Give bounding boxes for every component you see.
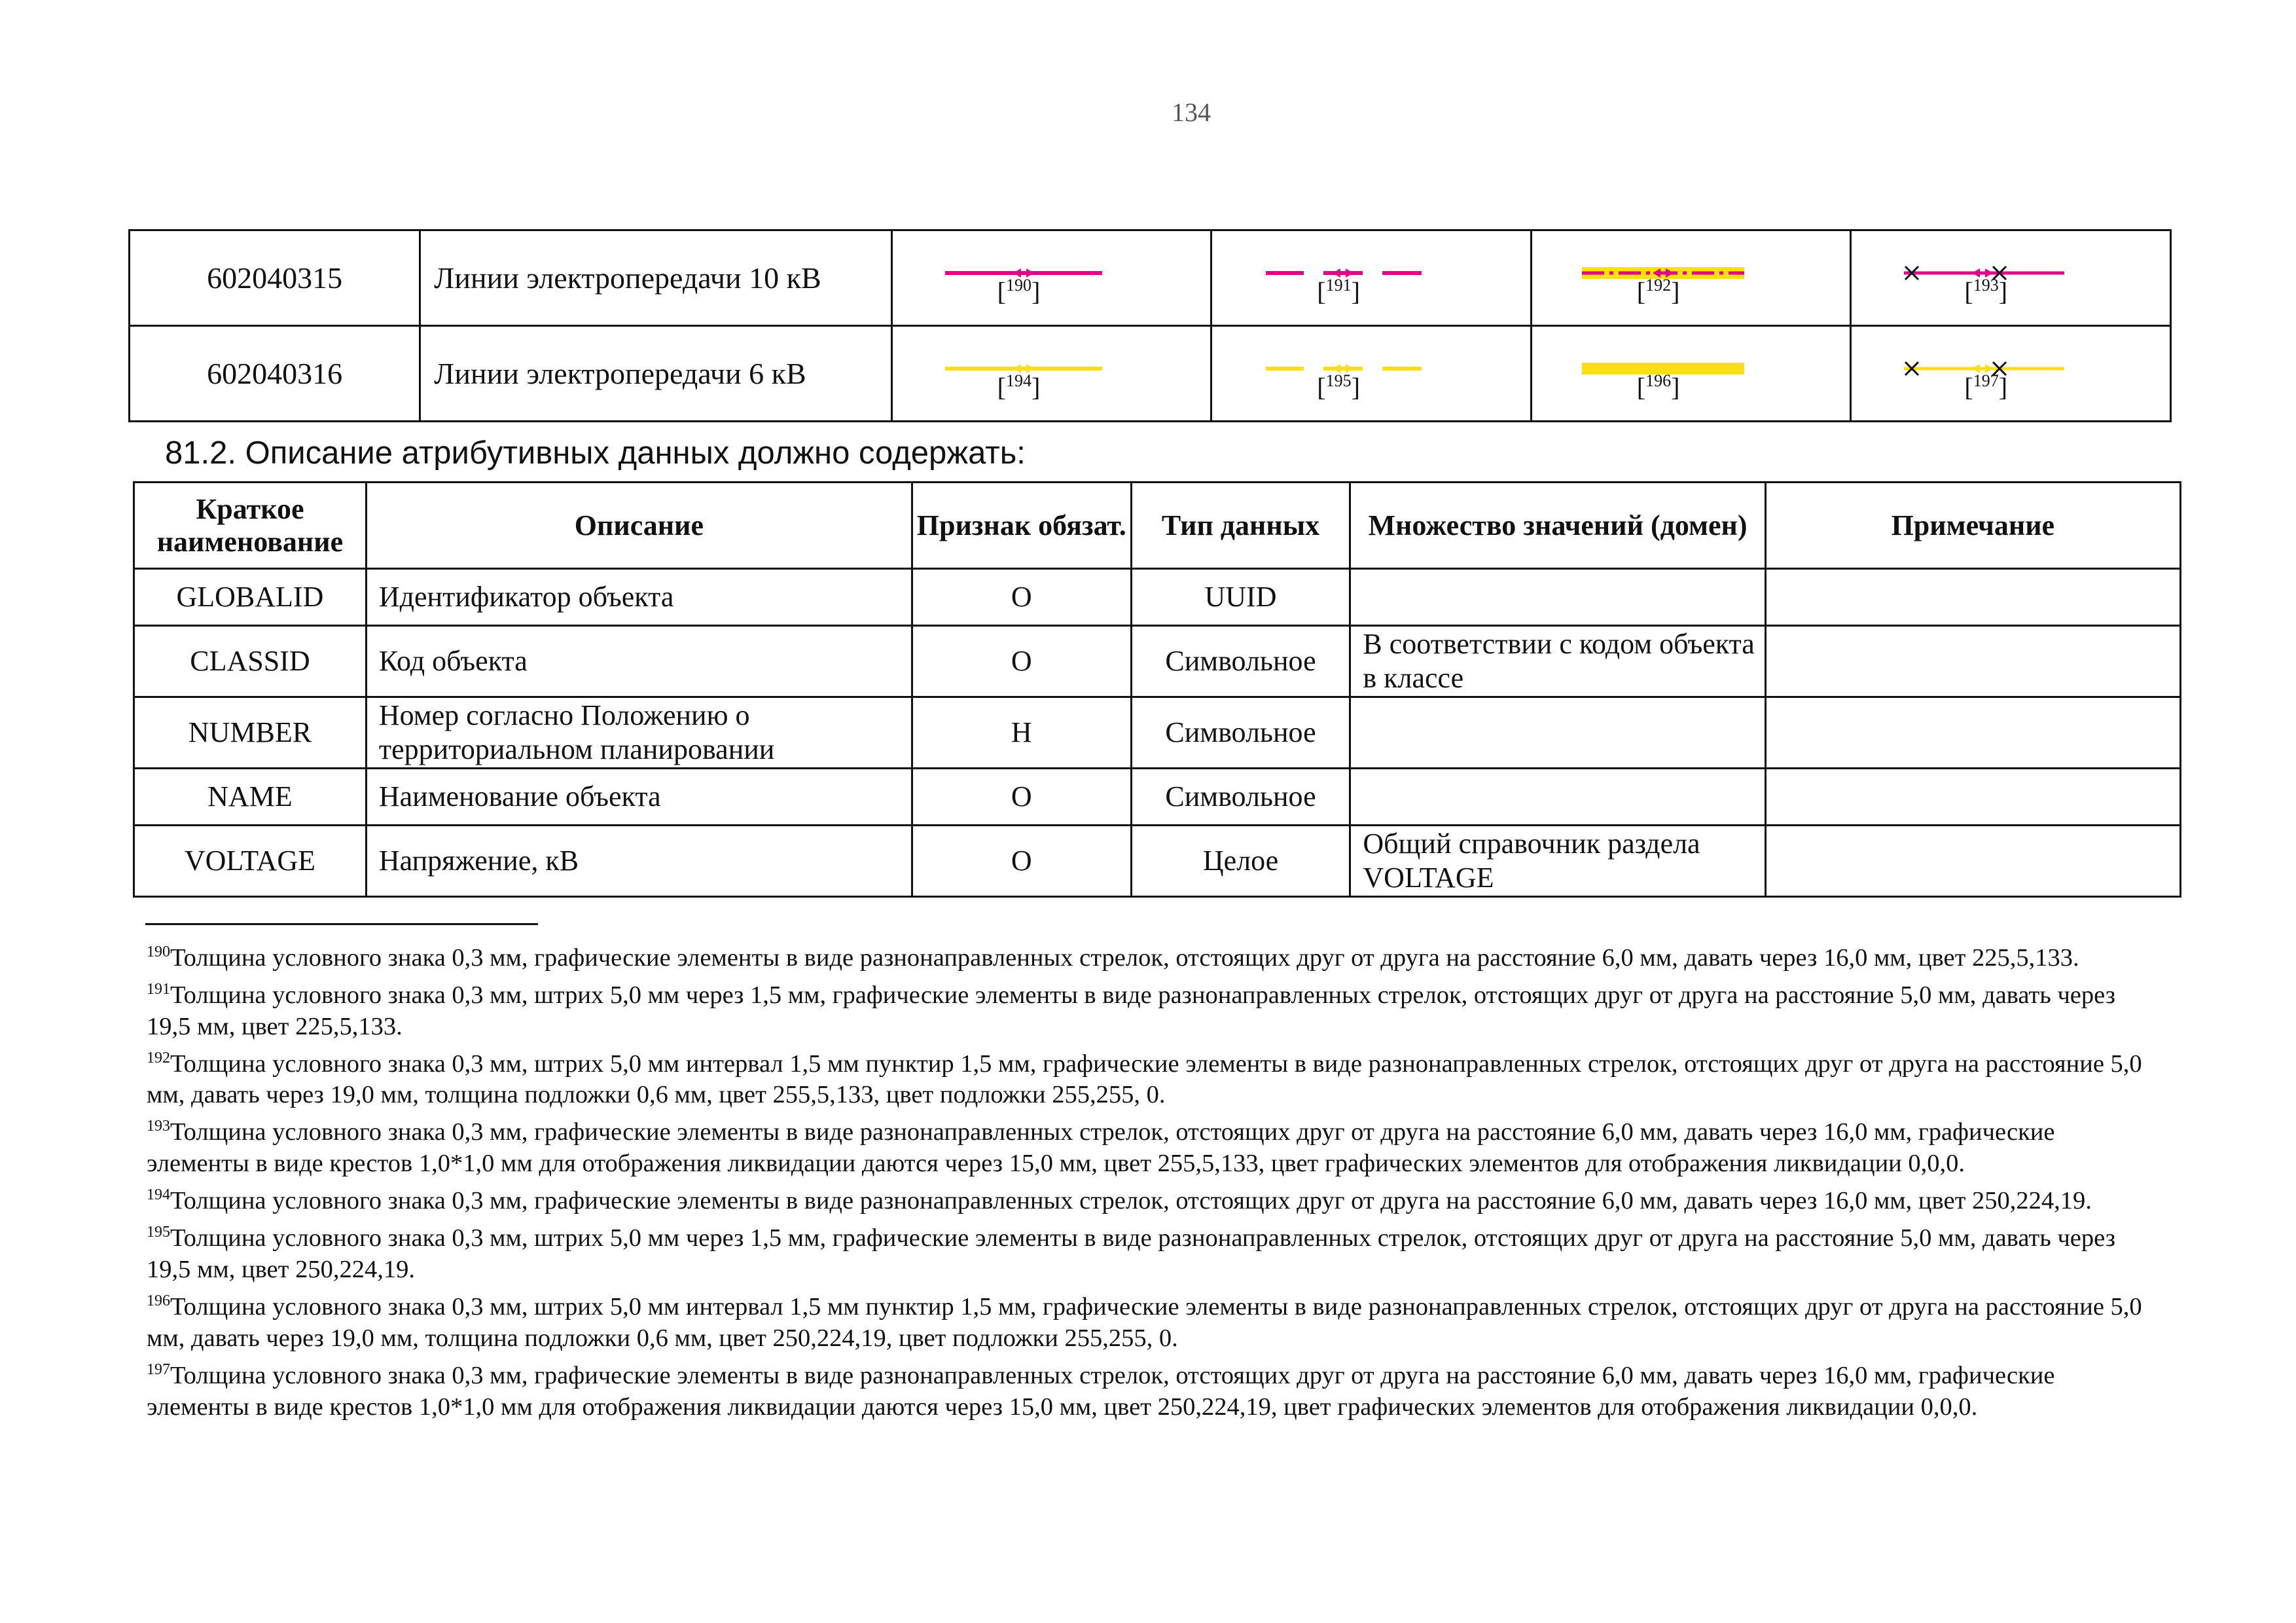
symbol-cell xyxy=(1531,230,1851,326)
table-row xyxy=(134,826,2181,897)
footnote-reference-number: 195 xyxy=(1325,371,1352,390)
footnote-number: 192 xyxy=(147,1049,170,1067)
attribute-mandatory-flag: Н xyxy=(912,697,1131,769)
footnote-text: Толщина условного знака 0,3 мм, графические элементы в виде разнонаправленных стрелок, отстоящих друг от друга на расстояние 6,0 мм, давать через 16,0 мм, цвет 250,224,19. xyxy=(170,1187,2092,1215)
footnote-text: Толщина условного знака 0,3 мм, штрих 5,0 мм через 1,5 мм, графические элементы в виде разнонаправленных стрелок, отстоящих друг от друга на расстояние 5,0 мм, давать через 19,5 мм, цвет 250,224,19. xyxy=(147,1224,2115,1283)
footnote xyxy=(147,1179,2162,1216)
attribute-note xyxy=(1765,569,2180,626)
footnote-reference-number: 196 xyxy=(1645,371,1672,390)
footnote-number: 195 xyxy=(147,1224,170,1241)
attribute-short-name: GLOBALID xyxy=(134,569,367,626)
footnote-number: 193 xyxy=(147,1118,170,1135)
footnote xyxy=(147,1110,2162,1179)
attribute-domain xyxy=(1350,769,1765,826)
attribute-data-type: Целое xyxy=(1131,826,1350,897)
attribute-note xyxy=(1765,769,2180,826)
symbol-cell xyxy=(1531,326,1851,422)
attribute-short-name: VOLTAGE xyxy=(134,826,367,897)
attribute-note xyxy=(1765,826,2180,897)
symbol-cell xyxy=(891,326,1211,422)
footnote-reference-number: 197 xyxy=(1973,371,1999,390)
symbols-table xyxy=(128,229,2172,422)
attributes-header-row xyxy=(134,483,2181,569)
attribute-data-type: Символьное xyxy=(1131,697,1350,769)
footnote-divider xyxy=(145,923,538,925)
attribute-data-type: Символьное xyxy=(1131,769,1350,826)
table-row xyxy=(134,769,2181,826)
symbol-row xyxy=(130,326,2171,422)
footnote-number: 194 xyxy=(147,1186,170,1204)
attribute-description: Наименование объекта xyxy=(366,769,912,826)
header-data-type: Тип данных xyxy=(1131,483,1350,569)
attribute-short-name: NUMBER xyxy=(134,697,367,769)
footnotes xyxy=(147,936,2162,1423)
footnote-reference[interactable]: [$^{191}$] xyxy=(1317,275,1360,306)
attribute-description: Идентификатор объекта xyxy=(366,569,912,626)
symbol-cell xyxy=(1851,326,2171,422)
attribute-description: Напряжение, кВ xyxy=(366,826,912,897)
footnote-reference-number: 194 xyxy=(1006,371,1031,390)
attribute-domain: Общий справочник раздела VOLTAGE xyxy=(1350,826,1765,897)
table-row xyxy=(134,569,2181,626)
attribute-data-type: UUID xyxy=(1131,569,1350,626)
symbol-row xyxy=(130,230,2171,326)
footnote-reference[interactable]: [$^{195}$] xyxy=(1317,371,1360,401)
attribute-mandatory-flag: О xyxy=(912,826,1131,897)
footnote-reference[interactable]: [$^{192}$] xyxy=(1636,275,1680,306)
footnote xyxy=(147,1285,2162,1354)
header-short-name: Краткое наименование xyxy=(134,483,367,569)
attributes-table xyxy=(133,481,2181,898)
footnote-text: Толщина условного знака 0,3 мм, графические элементы в виде разнонаправленных стрелок, отстоящих друг от друга на расстояние 6,0 мм, давать через 16,0 мм, графические элементы в виде крестов 1,0*1,0 мм для отображения ликвидации даются через 15,0 мм, цвет 250,224,19, цвет графических элементов для отображения ликвидации 0,0,0. xyxy=(147,1361,2055,1421)
footnote-reference[interactable]: [$^{196}$] xyxy=(1636,371,1680,401)
footnote-number: 197 xyxy=(147,1360,170,1378)
footnote xyxy=(147,974,2162,1042)
footnote-text: Толщина условного знака 0,3 мм, графические элементы в виде разнонаправленных стрелок, отстоящих друг от друга на расстояние 6,0 мм, давать через 16,0 мм, графические элементы в виде крестов 1,0*1,0 мм для отображения ликвидации даются через 15,0 мм, цвет 255,5,133, цвет графических элементов для отображения ликвидации 0,0,0. xyxy=(147,1118,2055,1178)
footnote-reference[interactable]: [$^{190}$] xyxy=(997,275,1041,306)
page-number: 134 xyxy=(1172,98,1211,127)
header-domain: Множество значений (домен) xyxy=(1350,483,1765,569)
attribute-description: Код объекта xyxy=(366,626,912,697)
object-name: Линии электропередачи 6 кВ xyxy=(420,326,892,422)
footnote-text: Толщина условного знака 0,3 мм, графические элементы в виде разнонаправленных стрелок, отстоящих друг от друга на расстояние 6,0 мм, давать через 16,0 мм, цвет 225,5,133. xyxy=(170,943,2079,972)
footnote xyxy=(147,936,2162,974)
footnote-text: Толщина условного знака 0,3 мм, штрих 5,0 мм интервал 1,5 мм пунктир 1,5 мм, графические элементы в виде разнонаправленных стрелок, отстоящих друг от друга на расстояние 5,0 мм, давать через 19,0 мм, толщина подложки 0,6 мм, цвет 255,5,133, цвет подложки 255,255, 0. xyxy=(147,1049,2142,1109)
footnote xyxy=(147,1042,2162,1111)
header-description: Описание xyxy=(366,483,912,569)
footnote-text: Толщина условного знака 0,3 мм, штрих 5,0 мм через 1,5 мм, графические элементы в виде разнонаправленных стрелок, отстоящих друг от друга на расстояние 5,0 мм, давать через 19,5 мм, цвет 225,5,133. xyxy=(147,981,2115,1040)
footnote-reference[interactable]: [$^{197}$] xyxy=(1964,371,2008,401)
attribute-domain: В соответствии с кодом объекта в классе xyxy=(1350,626,1765,697)
symbol-cell xyxy=(1211,326,1532,422)
attribute-short-name: NAME xyxy=(134,769,367,826)
attribute-domain xyxy=(1350,569,1765,626)
footnote-number: 191 xyxy=(147,980,170,998)
object-name: Линии электропередачи 10 кВ xyxy=(420,230,892,326)
symbol-cell xyxy=(1211,230,1532,326)
attribute-mandatory-flag: О xyxy=(912,626,1131,697)
attribute-mandatory-flag: О xyxy=(912,569,1131,626)
footnote-number: 196 xyxy=(147,1292,170,1309)
footnote-text: Толщина условного знака 0,3 мм, штрих 5,0 мм интервал 1,5 мм пунктир 1,5 мм, графические элементы в виде разнонаправленных стрелок, отстоящих друг от друга на расстояние 5,0 мм, давать через 19,0 мм, толщина подложки 0,6 мм, цвет 250,224,19, цвет подложки 255,255, 0. xyxy=(147,1292,2142,1352)
footnote-reference-number: 192 xyxy=(1645,275,1672,295)
footnote xyxy=(147,1216,2162,1285)
footnote-reference-number: 191 xyxy=(1325,275,1352,295)
attribute-mandatory-flag: О xyxy=(912,769,1131,826)
footnote-reference-number: 193 xyxy=(1973,275,1999,295)
table-row xyxy=(134,626,2181,697)
footnote-reference[interactable]: [$^{193}$] xyxy=(1964,275,2008,306)
footnote-number: 190 xyxy=(147,943,170,960)
attribute-note xyxy=(1765,697,2180,769)
object-code: 602040315 xyxy=(130,230,420,326)
attribute-short-name: CLASSID xyxy=(134,626,367,697)
attribute-domain xyxy=(1350,697,1765,769)
object-code: 602040316 xyxy=(130,326,420,422)
attribute-note xyxy=(1765,626,2180,697)
footnote-reference-number: 190 xyxy=(1006,275,1031,295)
footnote xyxy=(147,1354,2162,1423)
table-row xyxy=(134,697,2181,769)
footnote-reference[interactable]: [$^{194}$] xyxy=(997,371,1041,401)
attribute-data-type: Символьное xyxy=(1131,626,1350,697)
symbol-cell xyxy=(1851,230,2171,326)
attribute-description: Номер согласно Положению о территориальном планировании xyxy=(366,697,912,769)
header-note: Примечание xyxy=(1765,483,2180,569)
section-title: 81.2. Описание атрибутивных данных должно содержать: xyxy=(165,435,1026,471)
header-mandatory: Признак обязат. xyxy=(912,483,1131,569)
symbol-cell xyxy=(891,230,1211,326)
